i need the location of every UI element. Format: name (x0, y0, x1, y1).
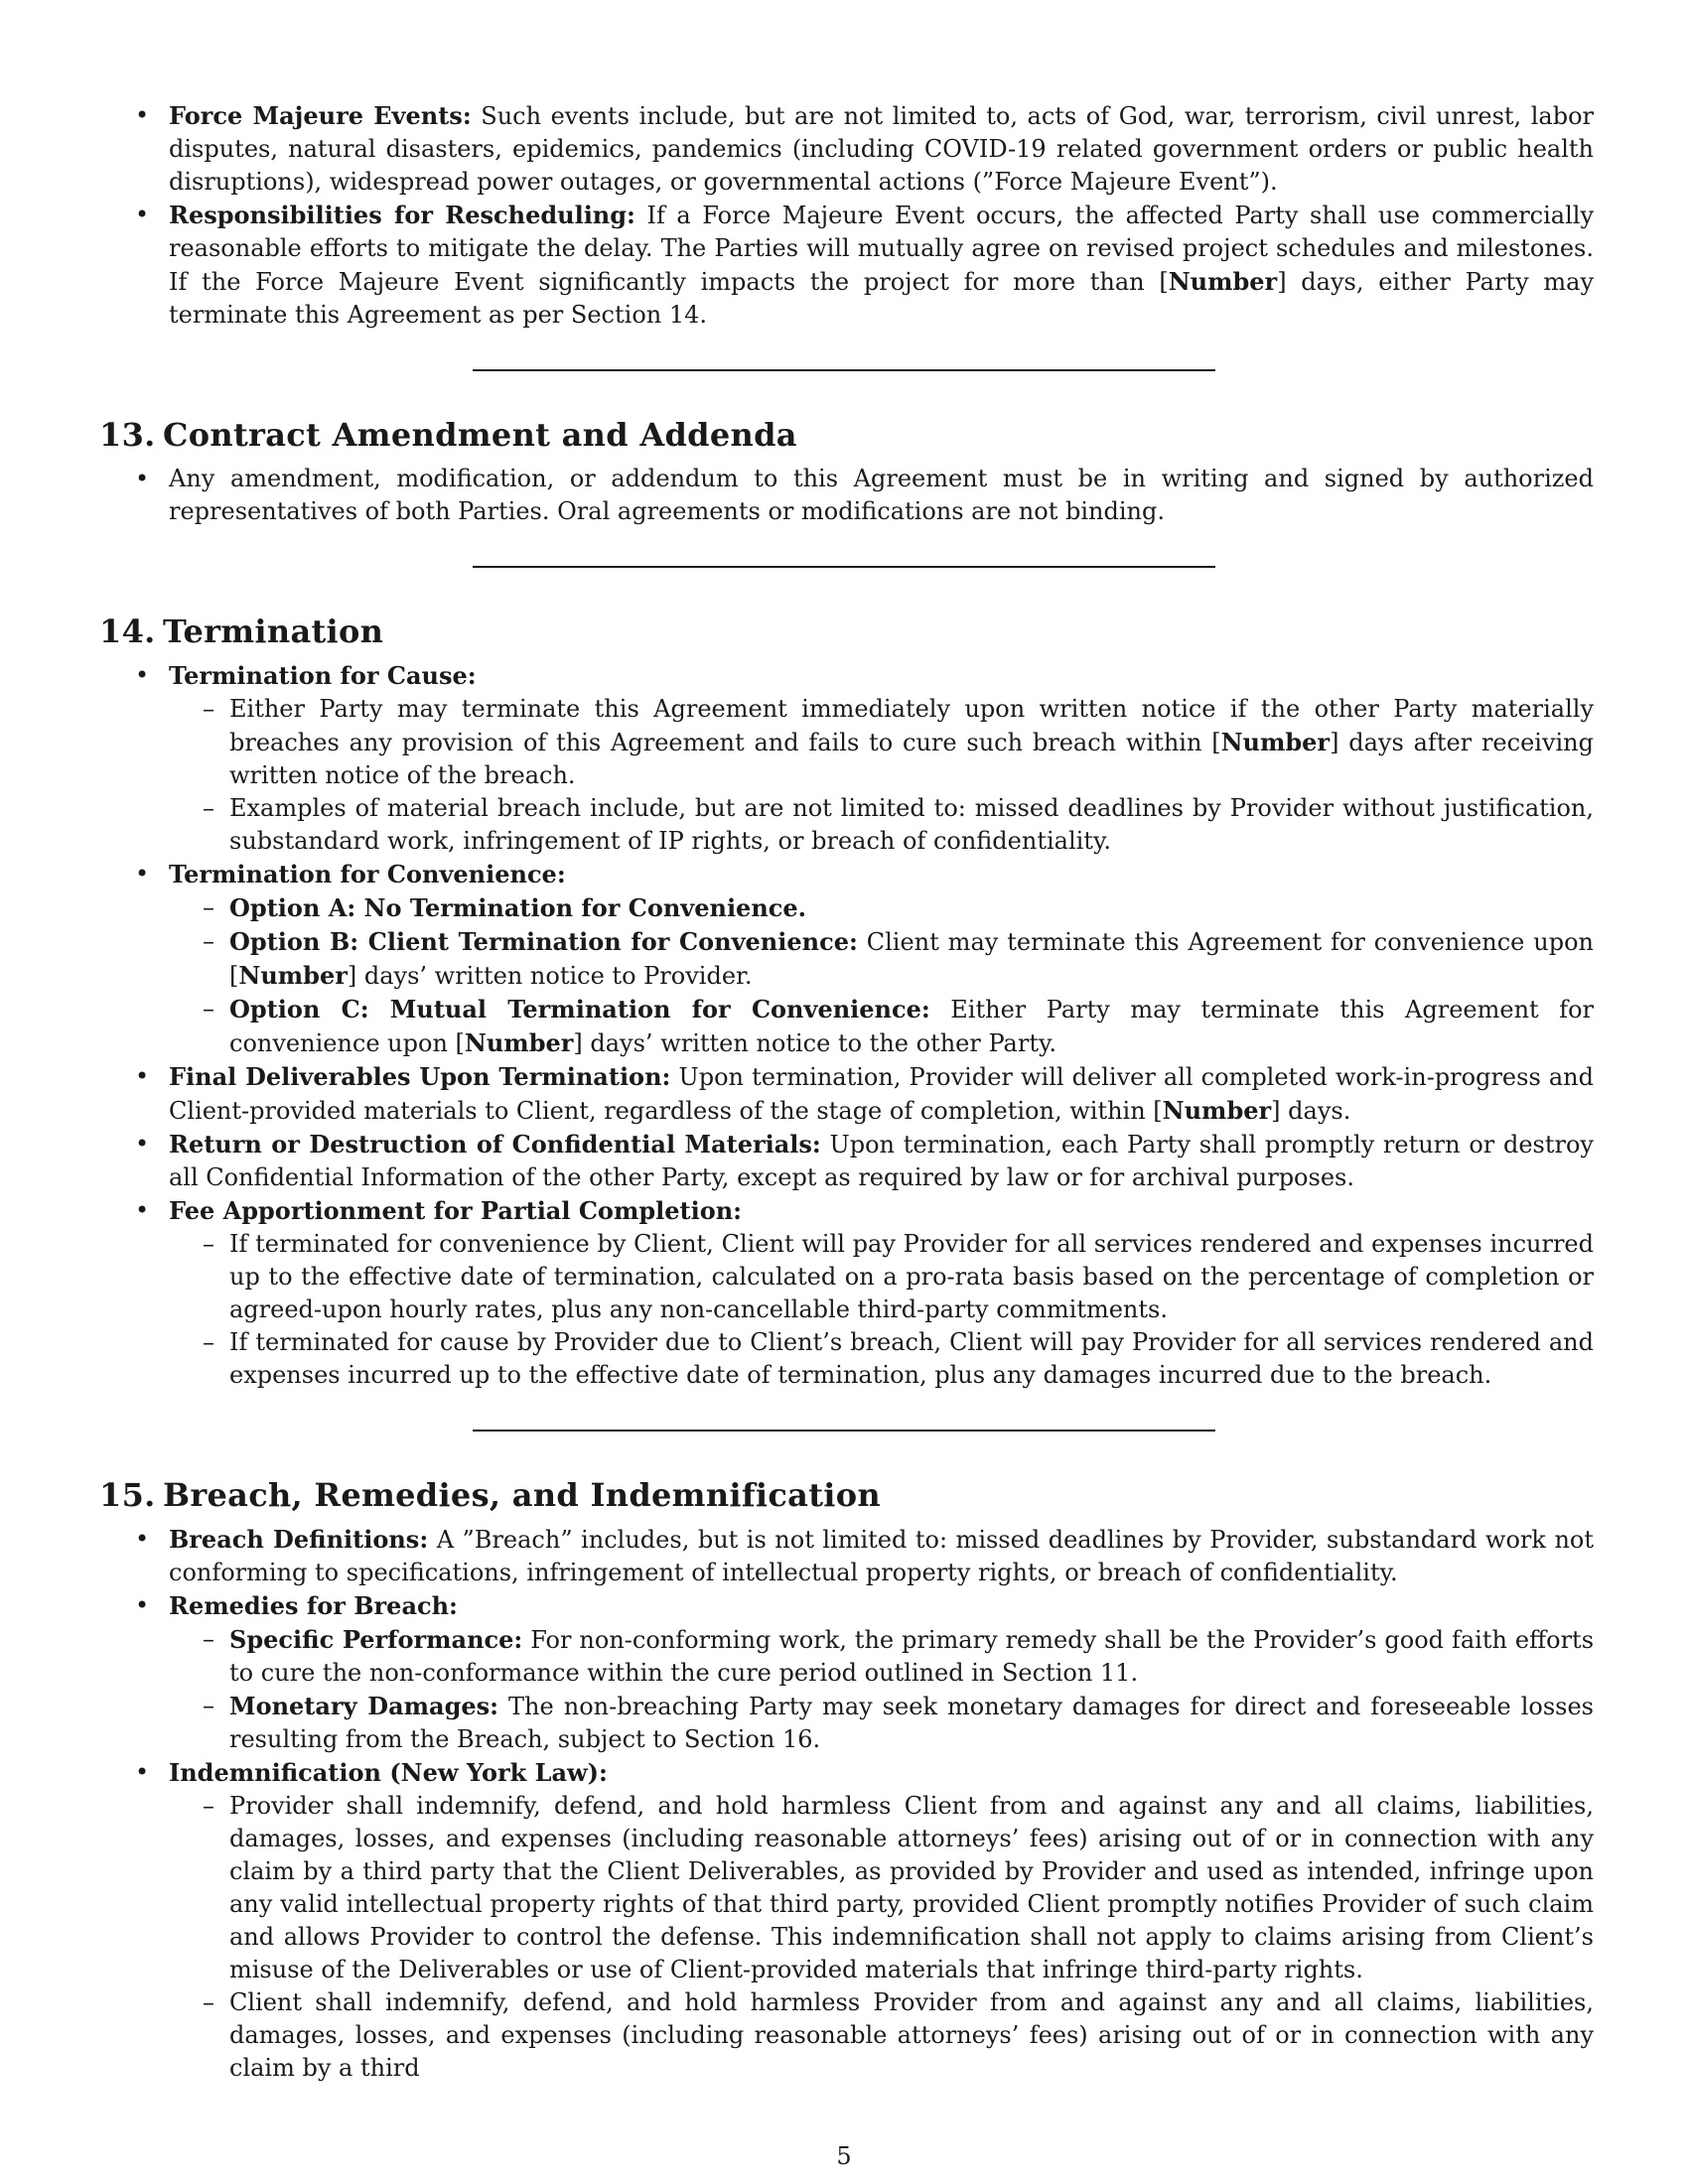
item-text: The non-breaching Party may seek monetary damages for direct and foreseeable losses resulting from the Breach, subject to Section 16. (229, 1693, 1595, 1753)
sub-list-item (169, 1986, 1594, 2085)
list-item (99, 99, 1594, 199)
section-number: 14. (99, 613, 156, 650)
sub-list-item (169, 993, 1594, 1060)
section-heading-13 (99, 415, 1594, 455)
section-15-list (99, 1523, 1594, 2085)
section-number: 15. (99, 1476, 156, 1514)
sub-list-item (169, 891, 1594, 925)
item-text: If terminated for cause by Provider due to Client’s breach, Client will pay Provider for all services rendered and expenses incurred up to the effective date of termination, plus any damages incurred due to the breach. (229, 1328, 1594, 1389)
item-text: If a Force Majeure Event occurs, the affected Party shall use commercially reasonable efforts to mitigate the delay. The Parties will mutually agree on revised project schedules and milestones. If the Force Majeure Event significantly impacts the project for more than [ (169, 202, 1595, 296)
list-item (99, 858, 1594, 1060)
placeholder: Number (1168, 267, 1278, 296)
item-label: Breach Definitions: (169, 1525, 429, 1554)
item-text: ] days, either Party may terminate this Agreement as per Section 14. (169, 268, 1594, 329)
section-heading-15 (99, 1475, 1594, 1515)
item-text: ] days after receiving written notice of the breach. (229, 729, 1595, 789)
section-divider (473, 369, 1215, 371)
item-text: Any amendment, modification, or addendum to this Agreement must be in writing and signed by authorized representatives of both Parties. Oral agreements or modifications are not binding. (169, 465, 1594, 525)
placeholder: Number (464, 1028, 574, 1057)
list-item (99, 1589, 1594, 1756)
list-item (99, 1060, 1594, 1128)
section-14-list (99, 659, 1594, 1392)
list-item (99, 1128, 1594, 1194)
placeholder: Number (1220, 728, 1331, 756)
item-label: Fee Apportionment for Partial Completion: (169, 1196, 743, 1225)
item-text: If terminated for convenience by Client, Client will pay Provider for all services rendered and expenses incurred up to the effective date of termination, calculated on a pro-rata basis based on the percentage of completion or agreed-upon hourly rates, plus any non-cancellable third-party commitments. (229, 1230, 1594, 1323)
list-item (99, 1194, 1594, 1392)
sub-list (169, 891, 1594, 1060)
sub-list (169, 1623, 1594, 1756)
sub-list-item (169, 1790, 1594, 1986)
item-text: Upon termination, each Party shall promptly return or destroy all Confidential Information of the other Party, except as required by law or for archival purposes. (169, 1131, 1594, 1191)
sub-list-item (169, 1228, 1594, 1326)
section-divider (473, 566, 1215, 568)
sub-list-item (169, 1623, 1594, 1690)
list-item (99, 199, 1594, 332)
item-text: ] days’ written notice to Provider. (347, 962, 753, 990)
sub-list-item (169, 1326, 1594, 1392)
item-text: Either Party may terminate this Agreement immediately upon written notice if the other Party materially breaches any provision of this Agreement and fails to cure such breach within [ (229, 695, 1594, 756)
section-number: 13. (99, 416, 156, 454)
sub-list (169, 1790, 1594, 2085)
item-label: Monetary Damages: (229, 1692, 499, 1720)
item-text: A ”Breach” includes, but is not limited to: missed deadlines by Provider, substandard work not conforming to specifications, infringement of intellectual property rights, or breach of confidentiality. (169, 1526, 1594, 1586)
placeholder: Number (1162, 1096, 1272, 1125)
item-text: Examples of material breach include, but are not limited to: missed deadlines by Provider without justification, substandard work, infringement of IP rights, or breach of confidentiality. (229, 794, 1594, 855)
placeholder: Number (238, 961, 348, 990)
section-title: Termination (163, 613, 384, 650)
sub-list-item (169, 792, 1594, 858)
item-label: Return or Destruction of Confidential Materials: (169, 1130, 821, 1159)
section-13-list (99, 463, 1594, 528)
sub-list (169, 1228, 1594, 1392)
item-label: Responsibilities for Rescheduling: (169, 201, 635, 229)
list-item (99, 1523, 1594, 1589)
page-number: 5 (836, 2142, 852, 2170)
item-text: Upon termination, Provider will deliver all completed work-in-progress and Client-provided materials to Client, regardless of the stage of completion, within [ (169, 1063, 1594, 1125)
sub-list-item (169, 925, 1594, 993)
list-item (99, 659, 1594, 858)
item-label: Option C: Mutual Termination for Convenience: (229, 995, 930, 1024)
sub-list (169, 693, 1594, 858)
item-text: Such events include, but are not limited to, acts of God, war, terrorism, civil unrest, labor disputes, natural disasters, epidemics, pandemics (including COVID-19 related government orders or public health disruptions), widespread power outages, or governmental actions (”Force Majeure Event”). (169, 102, 1594, 196)
item-label: Final Deliverables Upon Termination: (169, 1062, 671, 1091)
item-text: ] days’ written notice to the other Party. (573, 1029, 1056, 1057)
list-item (99, 463, 1594, 528)
item-label: Option B: Client Termination for Convenience: (229, 927, 858, 956)
sub-list-item (169, 1690, 1594, 1756)
item-text: Client shall indemnify, defend, and hold harmless Provider from and against any and all claims, liabilities, damages, losses, and expenses (including reasonable attorneys’ fees) arising out of or in connection with any claim by a third (229, 1988, 1594, 2082)
item-text: Provider shall indemnify, defend, and hold harmless Client from and against any and all claims, liabilities, damages, losses, and expenses (including reasonable attorneys’ fees) arising out of or in connection with any claim by a third party that the Client Deliverables, as provided by Provider and used as intended, infringe upon any valid intellectual property rights of that third party, provided Client promptly notifies Provider of such claim and allows Provider to control the defense. This indemnification shall not apply to claims arising from Client’s misuse of the Deliverables or use of Client-provided materials that infringe third-party rights. (229, 1792, 1594, 1983)
force-majeure-list (99, 99, 1594, 332)
item-text: ] days. (1271, 1097, 1351, 1125)
item-label: Option A: No Termination for Convenience. (229, 893, 807, 922)
item-text: Either Party may terminate this Agreement for convenience upon [ (229, 996, 1594, 1057)
item-label: Indemnification (New York Law): (169, 1758, 608, 1787)
section-heading-14 (99, 612, 1594, 651)
section-divider (473, 1430, 1215, 1432)
item-label: Force Majeure Events: (169, 101, 472, 130)
item-label: Termination for Convenience: (169, 860, 566, 888)
item-label: Remedies for Breach: (169, 1591, 458, 1620)
page-content (99, 99, 1594, 2085)
item-label: Specific Performance: (229, 1625, 523, 1654)
list-item (99, 1756, 1594, 2085)
sub-list-item (169, 693, 1594, 792)
item-label: Termination for Cause: (169, 661, 477, 690)
item-text: For non-conforming work, the primary remedy shall be the Provider’s good faith efforts to cure the non-conformance within the cure period outlined in Section 11. (229, 1626, 1595, 1687)
item-text: Client may terminate this Agreement for convenience upon [ (229, 928, 1594, 990)
section-title: Contract Amendment and Addenda (163, 416, 797, 454)
section-title: Breach, Remedies, and Indemnification (163, 1476, 881, 1514)
